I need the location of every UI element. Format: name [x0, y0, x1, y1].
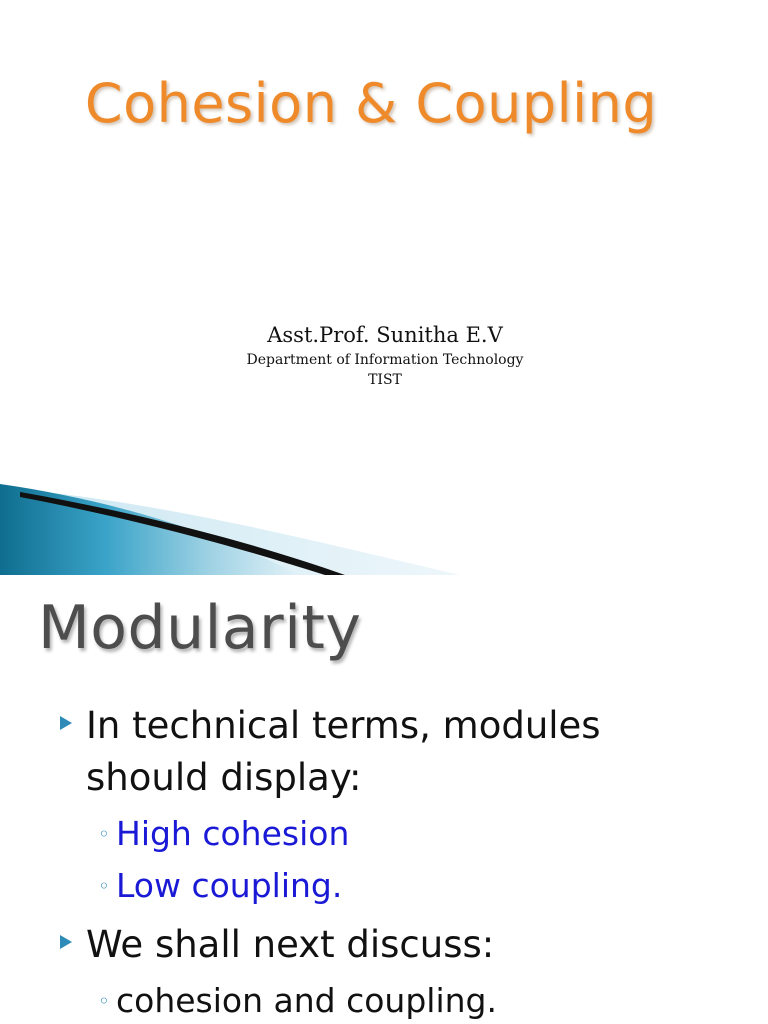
- ring-bullet-icon: ◦: [98, 989, 110, 1013]
- institution-name: TIST: [368, 372, 402, 388]
- sub-bullet-text: Low coupling.: [116, 866, 343, 905]
- ring-bullet-icon: ◦: [98, 822, 110, 846]
- sub-bullet-item: [98, 975, 497, 1024]
- slide-title: Cohesion & Coupling: [84, 72, 658, 135]
- slide-heading: Modularity: [38, 593, 362, 663]
- triangle-right-icon: [60, 716, 72, 730]
- content-slide: [0, 575, 768, 1024]
- author-name: Asst.Prof. Sunitha E.V: [267, 323, 503, 347]
- ring-bullet-icon: ◦: [98, 874, 110, 898]
- sub-bullet-item: [98, 860, 342, 912]
- department-name: Department of Information Technology: [246, 352, 524, 368]
- bullet-text: In technical terms, modules should display:: [86, 704, 601, 799]
- sub-bullet-text: High cohesion: [116, 814, 350, 853]
- bullet-item: [60, 700, 706, 804]
- triangle-right-icon: [60, 935, 72, 949]
- bullet-item: [60, 919, 706, 971]
- sub-bullet-text: cohesion and coupling.: [116, 981, 497, 1020]
- bullet-text: We shall next discuss:: [86, 923, 495, 966]
- sub-bullet-item: [98, 808, 349, 860]
